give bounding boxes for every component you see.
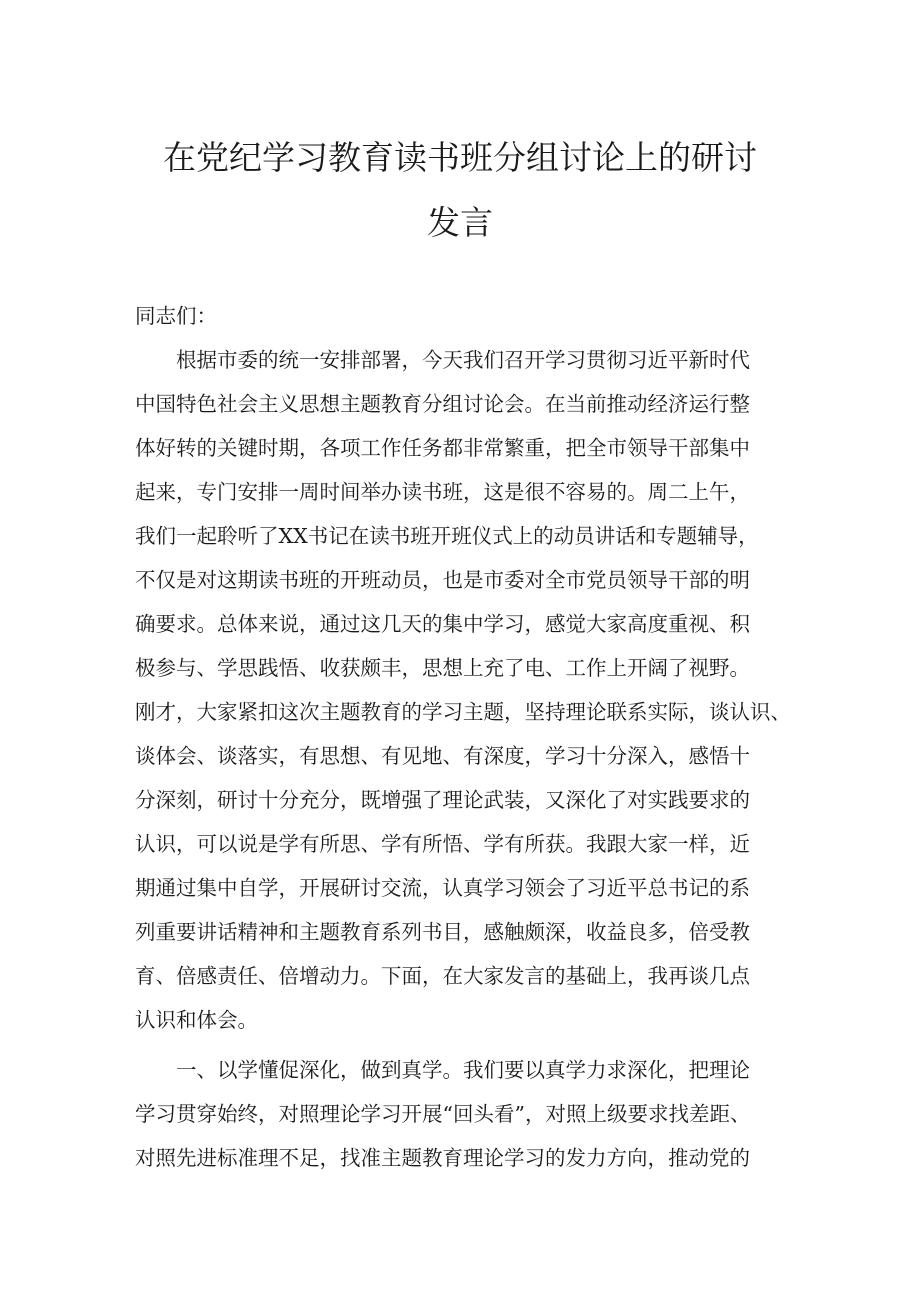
body-line: 期通过集中自学，开展研讨交流，认真学习领会了习近平总书记的系 (135, 876, 750, 900)
body-line: 刚才，大家紧扣这次主题教育的学习主题，坚持理论联系实际，谈认识、 (135, 700, 791, 724)
salutation: 同志们： (135, 304, 217, 328)
body-line: 分深刻，研讨十分充分，既增强了理论武装，又深化了对实践要求的 (135, 788, 750, 812)
body-line: 列重要讲话精神和主题教育系列书目，感触颇深，收益良多，倍受教 (135, 920, 750, 944)
body-line: 认识和体会。 (135, 1008, 258, 1032)
body-line: 学习贯穿始终，对照理论学习开展“回头看”，对照上级要求找差距、 (135, 1102, 751, 1126)
body-line: 起来，专门安排一周时间举办读书班，这是很不容易的。周二上午， (135, 480, 750, 504)
body-line: 中国特色社会主义思想主题教育分组讨论会。在当前推动经济运行整 (135, 392, 750, 416)
body-line: 对照先进标准理不足，找准主题教育理论学习的发力方向，推动党的 (135, 1146, 750, 1170)
body-line: 我们一起聆听了XX书记在读书班开班仪式上的动员讲话和专题辅导， (135, 524, 759, 548)
body-line: 育、倍感责任、倍增动力。下面，在大家发言的基础上，我再谈几点 (135, 964, 750, 988)
document-title-line-1: 在党纪学习教育读书班分组讨论上的研讨 (163, 138, 757, 177)
body-line: 不仅是对这期读书班的开班动员，也是市委对全市党员领导干部的明 (135, 568, 750, 592)
body-line: 根据市委的统一安排部署，今天我们召开学习贯彻习近平新时代 (135, 348, 750, 372)
body-line: 谈体会、谈落实，有思想、有见地、有深度，学习十分深入，感悟十 (135, 744, 750, 768)
body-line: 极参与、学思践悟、收获颇丰，思想上充了电、工作上开阔了视野。 (135, 656, 750, 680)
body-line: 一、以学懂促深化，做到真学。我们要以真学力求深化，把理论 (135, 1058, 750, 1082)
body-line: 体好转的关键时期，各项工作任务都非常繁重，把全市领导干部集中 (135, 436, 750, 460)
body-line: 确要求。总体来说，通过这几天的集中学习，感觉大家高度重视、积 (135, 612, 750, 636)
body-line: 认识，可以说是学有所思、学有所悟、学有所获。我跟大家一样，近 (135, 832, 750, 856)
document-title-line-2: 发言 (427, 203, 493, 242)
